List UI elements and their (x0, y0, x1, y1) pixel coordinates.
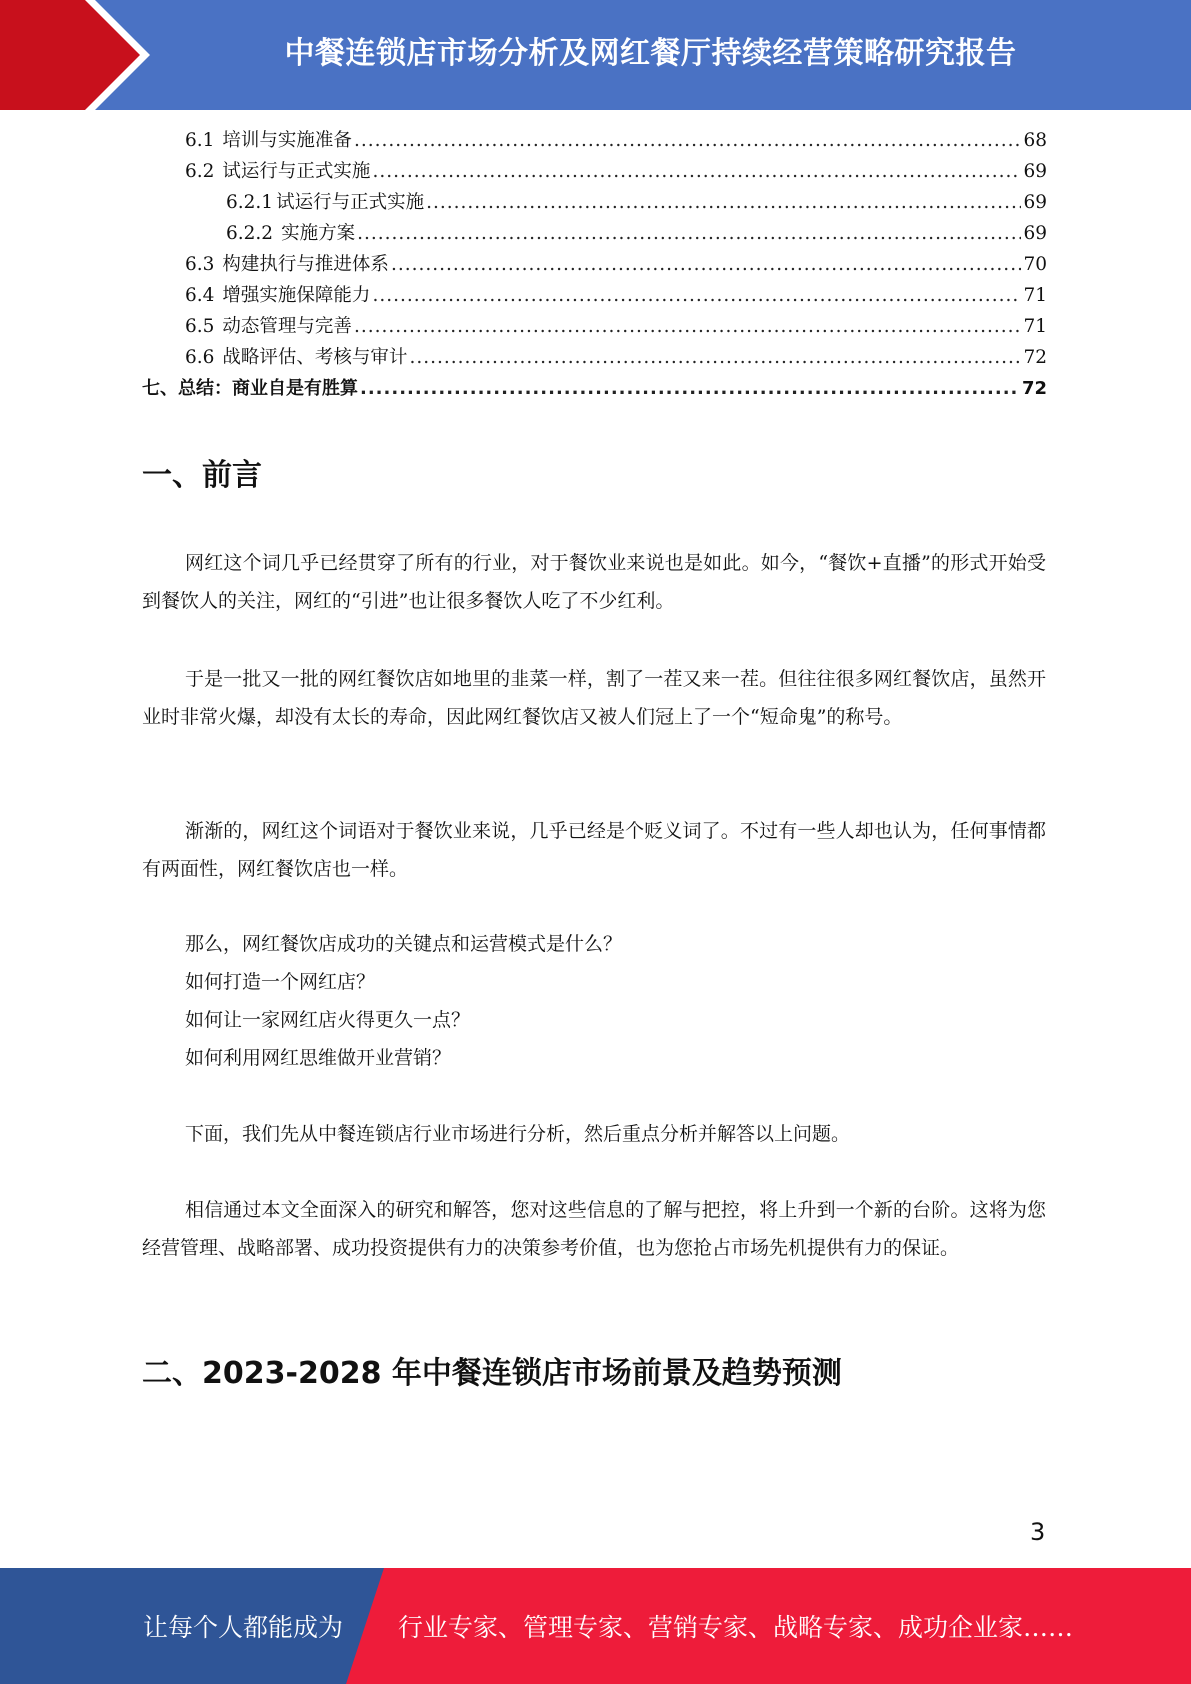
toc-leader-dots (360, 376, 1020, 402)
toc-entry-page: 72 (1021, 378, 1047, 399)
page-number: 3 (1030, 1518, 1046, 1546)
body-paragraph: 于是一批又一批的网红餐饮店如地里的韭菜一样，割了一茬又来一茬。但往往很多网红餐饮店，虽然开业时非常火爆，却没有太长的寿命，因此网红餐饮店又被人们冠上了一个“短命鬼”的称号。 (142, 668, 1046, 728)
toc-entry[interactable] (185, 345, 1047, 371)
body-paragraph: 网红这个词几乎已经贯穿了所有的行业，对于餐饮业来说也是如此。如今，“餐饮+直播”的形式开始受到餐饮人的关注，网红的“引进”也让很多餐饮人吃了不少红利。 (142, 552, 1046, 612)
toc-entry-number: 6.2 (185, 161, 215, 182)
toc-leader-dots (391, 252, 1022, 278)
report-title: 中餐连锁店市场分析及网红餐厅持续经营策略研究报告 (284, 36, 1017, 71)
question-line: 如何打造一个网红店？ (185, 971, 376, 993)
toc-leader-dots (372, 283, 1021, 309)
toc-entry-number: 6.2.1 (226, 192, 274, 213)
body-paragraph: 渐渐的，网红这个词语对于餐饮业来说，几乎已经是个贬义词了。不过有一些人却也认为，任何事情都有两面性，网红餐饮店也一样。 (142, 820, 1046, 880)
toc-entry[interactable] (226, 221, 1047, 247)
section-heading-market-outlook: 二、2023-2028 年中餐连锁店市场前景及趋势预测 (142, 1356, 842, 1391)
toc-entry-number: 6.6 (185, 347, 215, 368)
body-paragraph: 相信通过本文全面深入的研究和解答，您对这些信息的了解与把控，将上升到一个新的台阶。这将为您经营管理、战略部署、成功投资提供有力的决策参考价值，也为您抢占市场先机提供有力的保证。 (142, 1199, 1046, 1259)
toc-entry-page: 69 (1023, 192, 1047, 213)
toc-leader-dots (409, 345, 1021, 371)
page-header (0, 0, 1191, 110)
toc-entry-label: 增强实施保障能力 (222, 285, 371, 306)
toc-entry[interactable] (185, 159, 1047, 185)
toc-leader-dots (426, 190, 1021, 216)
toc-leader-dots (357, 221, 1021, 247)
toc-entry-number: 6.3 (185, 254, 215, 275)
toc-entry-page: 68 (1023, 130, 1047, 151)
question-line: 如何利用网红思维做开业营销？ (185, 1047, 452, 1069)
toc-entry[interactable] (226, 190, 1047, 216)
toc-entry-page: 72 (1023, 347, 1047, 368)
toc-entry[interactable] (185, 128, 1047, 154)
toc-entry-label: 试运行与正式实施 (276, 192, 425, 213)
toc-entry-number: 6.2.2 (226, 223, 274, 244)
question-line: 如何让一家网红店火得更久一点？ (185, 1009, 471, 1031)
toc-entry-label: 试运行与正式实施 (222, 161, 371, 182)
toc-leader-dots (354, 314, 1022, 340)
toc-entry[interactable] (185, 283, 1047, 309)
toc-entry-page: 69 (1023, 161, 1047, 182)
toc-entry-label: 培训与实施准备 (222, 130, 352, 151)
toc-entry-label: 动态管理与完善 (222, 316, 352, 337)
section-heading-preface: 一、前言 (142, 458, 262, 493)
toc-leader-dots (372, 159, 1021, 185)
toc-leader-dots (354, 128, 1022, 154)
toc-entry-number: 6.5 (185, 316, 215, 337)
footer-slogan-left: 让每个人都能成为 (143, 1613, 344, 1642)
question-line: 那么，网红餐饮店成功的关键点和运营模式是什么？ (185, 933, 623, 955)
toc-entry-label: 总结：商业自是有胜算 (178, 378, 358, 399)
body-paragraph: 下面，我们先从中餐连锁店行业市场进行分析，然后重点分析并解答以上问题。 (185, 1123, 851, 1145)
toc-entry-number: 6.1 (185, 130, 215, 151)
header-red-arrow-decoration (0, 0, 160, 110)
toc-entry-label: 战略评估、考核与审计 (222, 347, 408, 368)
toc-entry-page: 70 (1023, 254, 1047, 275)
toc-entry[interactable] (185, 252, 1047, 278)
footer-slogan-right: 行业专家、管理专家、营销专家、战略专家、成功企业家…… (398, 1613, 1074, 1642)
toc-entry-number: 七、 (142, 378, 178, 399)
toc-entry-number: 6.4 (185, 285, 215, 306)
toc-entry[interactable] (185, 314, 1047, 340)
toc-entry-chapter[interactable] (142, 376, 1047, 402)
toc-entry-label: 构建执行与推进体系 (222, 254, 389, 275)
toc-entry-page: 71 (1023, 316, 1047, 337)
page-footer (0, 1568, 1191, 1684)
toc-entry-page: 71 (1023, 285, 1047, 306)
toc-entry-label: 实施方案 (281, 223, 356, 244)
toc-entry-page: 69 (1023, 223, 1047, 244)
